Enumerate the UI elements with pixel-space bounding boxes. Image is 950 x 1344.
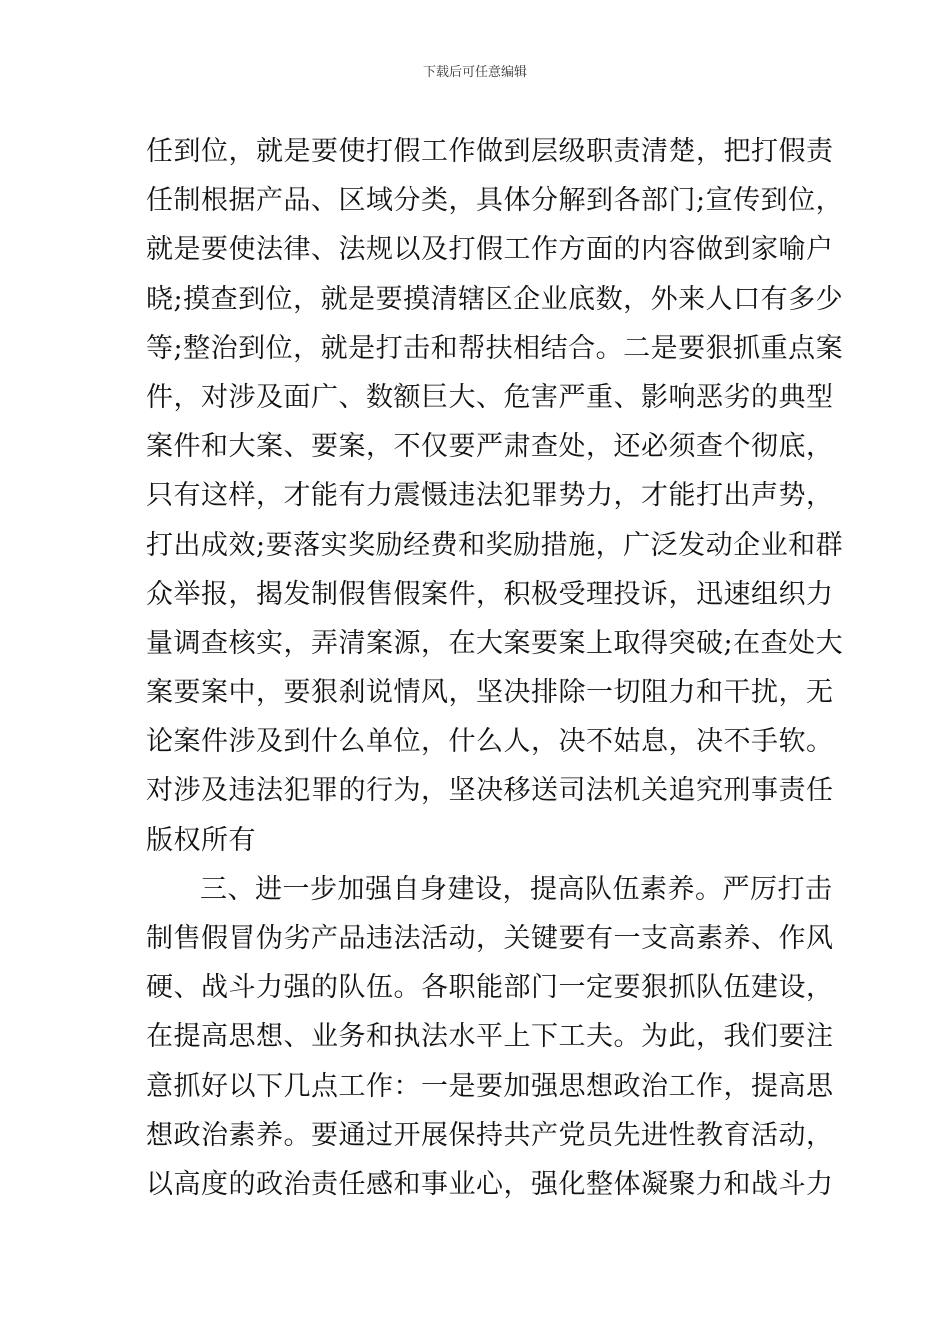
document-body bbox=[146, 127, 844, 1209]
text-line: 晓;摸查到位，就是要摸清辖区企业底数，外来人口有多少 bbox=[146, 283, 844, 315]
text-line: 以高度的政治责任感和事业心，强化整体凝聚力和战斗力 bbox=[146, 1168, 834, 1200]
text-line: 量调查核实，弄清案源，在大案要案上取得突破;在查处大 bbox=[146, 627, 844, 659]
text-line: 只有这样，才能有力震慑违法犯罪势力，才能打出声势， bbox=[146, 480, 834, 512]
text-line: 就是要使法律、法规以及打假工作方面的内容做到家喻户 bbox=[146, 234, 834, 266]
text-line: 在提高思想、业务和执法水平上下工夫。为此，我们要注 bbox=[146, 1021, 834, 1053]
text-line: 制售假冒伪劣产品违法活动，关键要有一支高素养、作风 bbox=[146, 923, 834, 954]
page-header: 下载后可任意编辑 bbox=[422, 65, 527, 80]
copyright-line: 版权所有 bbox=[146, 824, 256, 856]
text-line: 意抓好以下几点工作：一是要加强思想政治工作，提高思 bbox=[146, 1070, 834, 1102]
text-line: 任制根据产品、区域分类，具体分解到各部门;宣传到位， bbox=[146, 185, 844, 217]
text-line: 任到位，就是要使打假工作做到层级职责清楚，把打假责 bbox=[146, 136, 834, 167]
text-line: 件，对涉及面广、数额巨大、危害严重、影响恶劣的典型 bbox=[146, 381, 834, 413]
text-line: 打出成效;要落实奖励经费和奖励措施，广泛发动企业和群 bbox=[146, 529, 844, 561]
text-line: 案件和大案、要案，不仅要严肃查处，还必须查个彻底， bbox=[146, 431, 834, 463]
section-heading-line: 三、进一步加强自身建设，提高队伍素养。严厉打击 bbox=[200, 873, 833, 905]
text-line: 案要案中，要狠刹说情风，坚决排除一切阻力和干扰，无 bbox=[146, 677, 834, 709]
text-line: 想政治素养。要通过开展保持共产党员先进性教育活动， bbox=[146, 1119, 834, 1151]
text-line: 众举报，揭发制假售假案件，积极受理投诉，迅速组织力 bbox=[146, 578, 834, 610]
text-line: 对涉及违法犯罪的行为，坚决移送司法机关追究刑事责任 bbox=[146, 775, 834, 807]
text-line: 硬、战斗力强的队伍。各职能部门一定要狠抓队伍建设， bbox=[146, 972, 834, 1004]
text-line: 论案件涉及到什么单位，什么人，决不姑息，决不手软。 bbox=[146, 726, 834, 758]
text-line: 等;整治到位，就是打击和帮扶相结合。二是要狠抓重点案 bbox=[146, 332, 844, 364]
